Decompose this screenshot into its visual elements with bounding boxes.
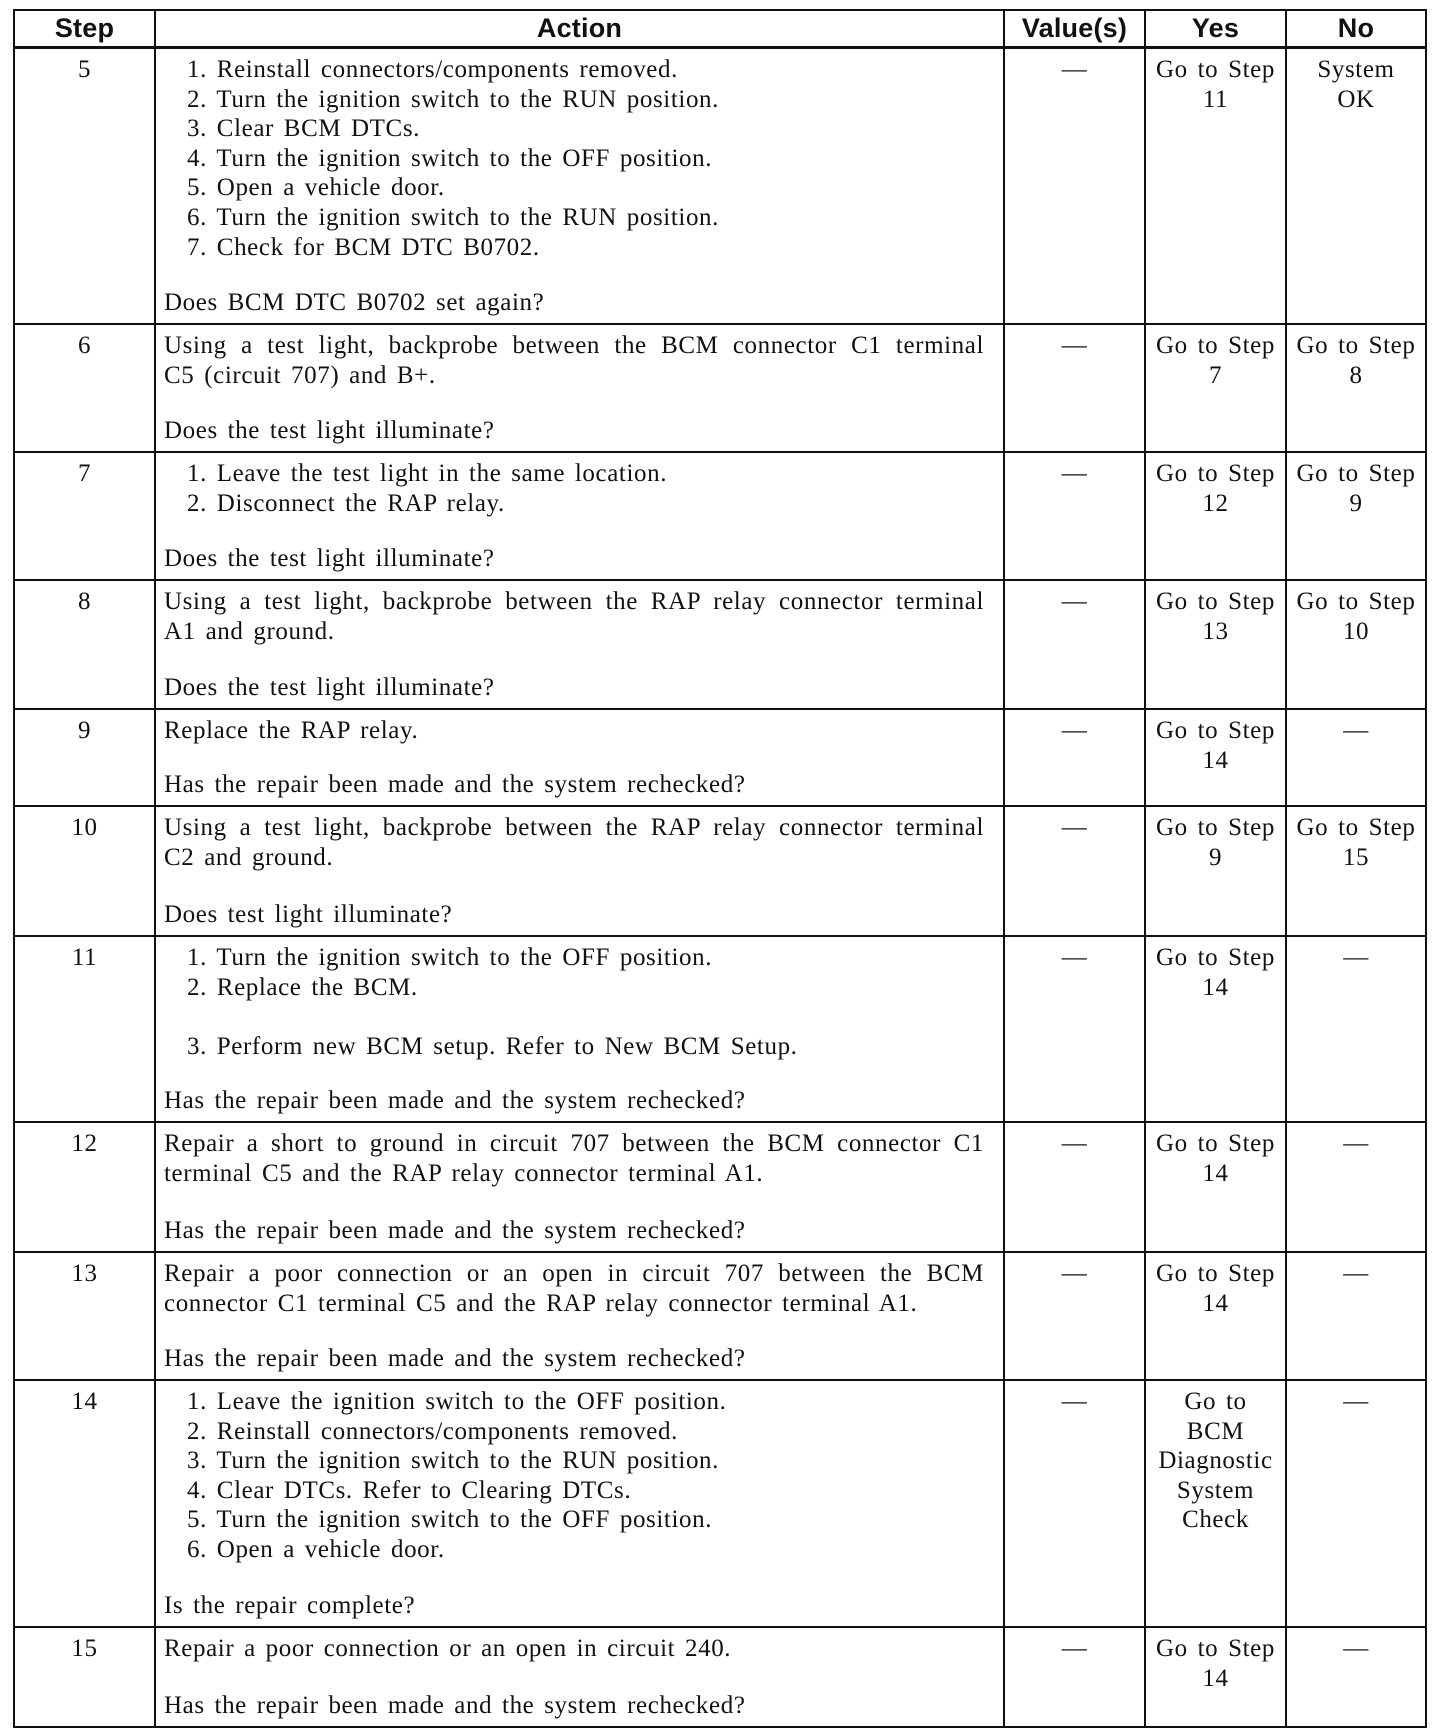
action-cell (156, 807, 1005, 937)
no-result: — (1287, 1123, 1427, 1253)
action-step-item: 1. Reinstall connectors/components removed. (187, 56, 678, 83)
no-result: — (1287, 937, 1427, 1123)
yes-result: Go to Step 14 (1146, 710, 1287, 807)
step-number: 7 (13, 453, 156, 581)
action-step-item: 3. Turn the ignition switch to the RUN position. (187, 1447, 719, 1475)
step-number: 6 (13, 325, 156, 453)
step-number: 9 (13, 710, 156, 807)
action-question: Has the repair been made and the system rechecked? (164, 1217, 746, 1245)
table-row (13, 325, 1427, 453)
no-result: Go to Step 8 (1287, 325, 1427, 453)
action-cell (156, 1628, 1005, 1728)
value-cell: — (1005, 49, 1146, 325)
action-cell (156, 49, 1005, 325)
action-text-line: Using a test light, backprobe between the RAP relay connector terminal (164, 588, 984, 615)
action-cell (156, 581, 1005, 710)
action-text-line: connector C1 terminal C5 and the RAP relay connector terminal A1. (164, 1289, 918, 1317)
table-row (13, 1253, 1427, 1381)
action-cell (156, 1381, 1005, 1628)
value-cell: — (1005, 937, 1146, 1123)
step-number: 11 (13, 937, 156, 1123)
action-text (164, 716, 984, 746)
no-result: System OK (1287, 49, 1427, 325)
action-steps-list (164, 943, 984, 1061)
table-row (13, 807, 1427, 937)
no-result: Go to Step 15 (1287, 807, 1427, 937)
action-steps-list (164, 1387, 984, 1565)
action-text (164, 1129, 984, 1188)
action-text-line: Using a test light, backprobe between the BCM connector C1 terminal (164, 332, 984, 359)
action-step-item: 5. Turn the ignition switch to the OFF position. (187, 1506, 713, 1534)
value-cell: — (1005, 710, 1146, 807)
value-cell: — (1005, 1253, 1146, 1381)
action-step-item: 3. Clear BCM DTCs. (187, 115, 420, 143)
header-step: Step (13, 9, 156, 49)
action-text-line: C5 (circuit 707) and B+. (164, 361, 436, 389)
action-question: Does the test light illuminate? (164, 545, 495, 573)
action-step-item: 3. Perform new BCM setup. Refer to New BCM Setup. (187, 1032, 798, 1060)
step-number: 14 (13, 1381, 156, 1628)
action-step-item: 6. Turn the ignition switch to the RUN position. (187, 203, 719, 231)
step-number: 13 (13, 1253, 156, 1381)
action-step-item: 1. Leave the test light in the same location. (187, 460, 668, 487)
action-step-item: 4. Turn the ignition switch to the OFF position. (187, 144, 713, 172)
action-text (164, 331, 984, 390)
yes-result: Go to Step 12 (1146, 453, 1287, 581)
action-text-line: Repair a poor connection or an open in circuit 240. (164, 1635, 732, 1662)
action-cell (156, 937, 1005, 1123)
action-step-item: 2. Turn the ignition switch to the RUN position. (187, 85, 719, 113)
yes-result: Go to Step 7 (1146, 325, 1287, 453)
action-cell (156, 710, 1005, 807)
action-text (164, 587, 984, 646)
action-question: Has the repair been made and the system rechecked? (164, 1345, 746, 1373)
step-number: 8 (13, 581, 156, 710)
value-cell: — (1005, 807, 1146, 937)
action-cell (156, 453, 1005, 581)
action-step-item: 1. Turn the ignition switch to the OFF position. (187, 944, 713, 971)
action-question: Has the repair been made and the system rechecked? (164, 1692, 746, 1720)
action-step-item: 2. Replace the BCM. (187, 973, 418, 1001)
table-row (13, 710, 1427, 807)
action-text-line: Repair a poor connection or an open in circuit 707 between the BCM (164, 1260, 984, 1287)
value-cell: — (1005, 1628, 1146, 1728)
action-step-item: 4. Clear DTCs. Refer to Clearing DTCs. (187, 1476, 632, 1504)
header-action: Action (156, 9, 1005, 49)
action-text-line: C2 and ground. (164, 843, 334, 871)
table-row (13, 453, 1427, 581)
yes-result: Go to BCM Diagnostic System Check (1146, 1381, 1287, 1628)
value-cell: — (1005, 1123, 1146, 1253)
action-text-line: terminal C5 and the RAP relay connector terminal A1. (164, 1159, 764, 1187)
table-row (13, 1381, 1427, 1628)
value-cell: — (1005, 453, 1146, 581)
no-result: — (1287, 710, 1427, 807)
yes-result: Go to Step 14 (1146, 1253, 1287, 1381)
action-cell (156, 325, 1005, 453)
value-cell: — (1005, 1381, 1146, 1628)
diagnostic-table (13, 9, 1427, 1728)
no-result: — (1287, 1253, 1427, 1381)
step-number: 15 (13, 1628, 156, 1728)
no-result: — (1287, 1381, 1427, 1628)
action-cell (156, 1123, 1005, 1253)
action-text-line: A1 and ground. (164, 617, 335, 645)
action-text-line: Using a test light, backprobe between the RAP relay connector terminal (164, 814, 984, 841)
no-result: Go to Step 9 (1287, 453, 1427, 581)
table-row (13, 1628, 1427, 1728)
no-result: Go to Step 10 (1287, 581, 1427, 710)
action-question: Does test light illuminate? (164, 901, 453, 929)
table-row (13, 1123, 1427, 1253)
no-result: — (1287, 1628, 1427, 1728)
step-number: 12 (13, 1123, 156, 1253)
yes-result: Go to Step 13 (1146, 581, 1287, 710)
table-header-row (13, 9, 1427, 49)
header-no: No (1287, 9, 1427, 49)
action-question: Does the test light illuminate? (164, 417, 495, 445)
yes-result: Go to Step 14 (1146, 1628, 1287, 1728)
action-text (164, 813, 984, 872)
action-text (164, 1259, 984, 1318)
action-step-item: 2. Reinstall connectors/components removed. (187, 1417, 678, 1445)
action-cell (156, 1253, 1005, 1381)
action-step-item: 5. Open a vehicle door. (187, 174, 445, 202)
action-steps-list (164, 459, 984, 518)
action-step-item: 2. Disconnect the RAP relay. (187, 489, 505, 517)
action-text (164, 1634, 984, 1664)
action-step-item: 6. Open a vehicle door. (187, 1535, 445, 1563)
value-cell: — (1005, 325, 1146, 453)
yes-result: Go to Step 14 (1146, 937, 1287, 1123)
step-number: 5 (13, 49, 156, 325)
action-steps-list (164, 55, 984, 262)
yes-result: Go to Step 14 (1146, 1123, 1287, 1253)
header-yes: Yes (1146, 9, 1287, 49)
action-question: Has the repair been made and the system rechecked? (164, 771, 746, 799)
step-number: 10 (13, 807, 156, 937)
table-row (13, 937, 1427, 1123)
table-row (13, 581, 1427, 710)
yes-result: Go to Step 11 (1146, 49, 1287, 325)
action-step-item: 7. Check for BCM DTC B0702. (187, 233, 540, 261)
action-question: Does the test light illuminate? (164, 674, 495, 702)
action-question: Is the repair complete? (164, 1592, 416, 1620)
action-text-line: Repair a short to ground in circuit 707 between the BCM connector C1 (164, 1130, 984, 1157)
value-cell: — (1005, 581, 1146, 710)
yes-result: Go to Step 9 (1146, 807, 1287, 937)
action-question: Has the repair been made and the system rechecked? (164, 1087, 746, 1115)
table-row (13, 49, 1427, 325)
action-text-line: Replace the RAP relay. (164, 717, 419, 744)
action-question: Does BCM DTC B0702 set again? (164, 289, 545, 317)
action-step-item: 1. Leave the ignition switch to the OFF position. (187, 1388, 727, 1415)
header-values: Value(s) (1005, 9, 1146, 49)
